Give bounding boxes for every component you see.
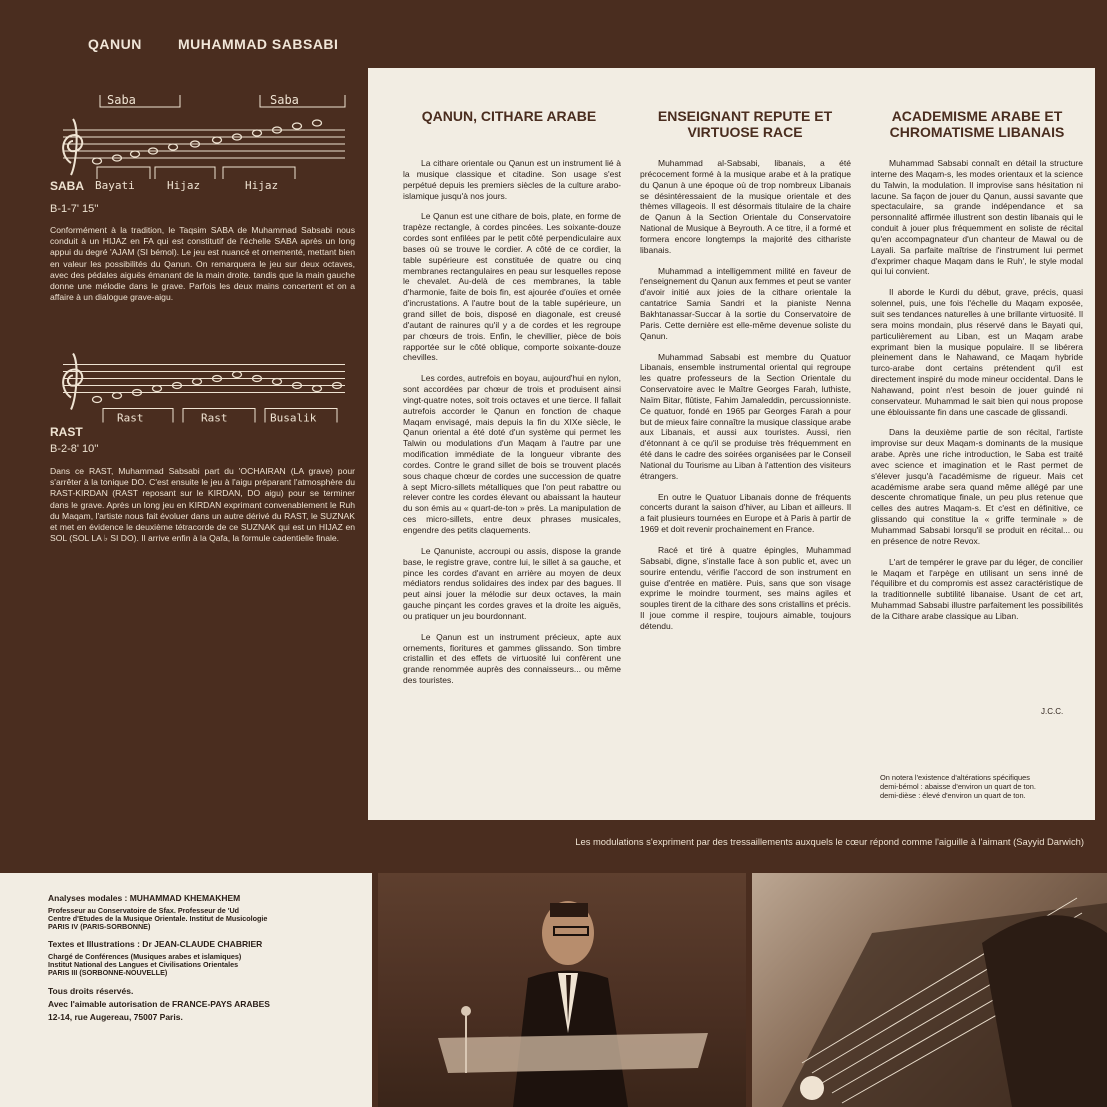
credit-authorisation: Avec l'aimable autorisation de FRANCE-PAYS ARABES xyxy=(48,999,270,1009)
saba-heading: SABA xyxy=(50,179,85,193)
rast-scale-staff xyxy=(55,330,355,440)
note-line: demi-bémol : abaisse d'environ un quart de ton. xyxy=(880,782,1036,791)
rast-duration: B-2-8' 10'' xyxy=(50,443,99,455)
rast-description: Dans ce RAST, Muhammad Sabsabi part du 'OCHAIRAN (LA grave) pour s'arrêter à la tonique DO. C'est ensuite le jeu à l'aigu préparant l'atmosphère du RAST-KIRDAN (RAST reposant sur le KIRDAN, DO aigu) pour se terminer dans le grave. Après un long jeu en KIRDAN exprimant convenablement le Ruh du Maqam, l'artiste nous fait évoluer dans un autre dérivé du RAST, le SUZNAK et met en évidence le deuxième tétracorde de ce SUZNAK qui est un HIJAZ en SOL (SOL LA ♭ SI DO). Il arrive enfin à la Qafa, la formule cadentielle finale. xyxy=(50,466,355,544)
header-band xyxy=(0,0,1107,68)
credit-line: Professeur au Conservatoire de Sfax. Professeur de 'Ud xyxy=(48,906,240,915)
credit-address: 12-14, rue Augereau, 75007 Paris. xyxy=(48,1012,183,1022)
saba-description: Conformément à la tradition, le Taqsim SABA de Muhammad Sabsabi nous conduit à un HIJAZ en FA qui est constitutif de l'échelle SABA après un long appui du degré 'AJAM (SI bémol). Le jeu est nuancé et ornementé, mettant bien en valeur les possibilités du Qanun. On remarquera le jeu sur deux octaves, avec des pédales aiguës émanant de la main droite. tandis que la main gauche donne une mélodie dans le grave. Parfois les deux mains concertent et on a affaire à un dialogue grave-aigu. xyxy=(50,225,355,303)
note-line: On notera l'existence d'altérations spécifiques xyxy=(880,773,1030,782)
staff1-top-label-1: Saba xyxy=(107,93,136,107)
col3-paragraph: Il aborde le Kurdi du début, grave, précis, quasi solennel, puis, une fois l'échelle du Maqam exposée, suit ses tendances naturelles à une brillante virtuosité. Il sera moins mondain, plus réservé dans le Bayati qui, particulièrement au Liban, est un Maqam arabe exprimant bien la musique populaire. Il se libérera pleinement dans le Nahawand, ce Maqam hybride turco-arabe dont certains prétendent qu'il est directement inspiré du mode mineur occidental. Dans le Nahawand, point n'est besoin de jouer guindé ni conservateur. Muhammad le sait bien qui nous propose une éblouissante fin dans une cascade de glissandi. xyxy=(871,287,1083,417)
staff2-bottom-label-3: Busalik xyxy=(270,411,317,425)
accidentals-note xyxy=(880,773,1036,800)
left-column xyxy=(0,68,368,820)
header-title-instrument: QANUN xyxy=(88,36,142,52)
note-line: demi-dièse : élevé d'environ un quart de ton. xyxy=(880,791,1026,800)
staff2-bottom-label-2: Rast xyxy=(201,411,228,425)
col3-body xyxy=(871,158,1083,632)
col1-paragraph: Le Qanun est une cithare de bois, plate, en forme de trapèze rectangle, à cordes pincées. Les soixante-douze cordes sont enfilées par le petit côté perpendiculaire aux bases où se trouve le cordier. A côté de ce cordier, la table supérieure est constituée de quatre ou cinq membranes rectangulaires en peau sur lesquelles repose le chevalet. Au-delà de ces membranes, la table d'harmonie, faite de bois fin, est ajourée d'ouïes et ornée d'incrustations. A l'autre bout de la table supérieure, un grand sillet de bois, disposé en diagonale, est creusé d'autant de rainures qu'il y a de cordes et les regroupe par chœurs de trois. Enfin, le chevillier, pièce de bois rapportée sur le côté oblique, comporte soixante-douze chevilles. xyxy=(403,211,621,363)
col2-paragraph: En outre le Quatuor Libanais donne de fréquents concerts durant la saison d'hiver, au Liban et ailleurs. Il a fait plusieurs tournées en Europe et à Paris à partir de 1969 et doit revenir prochainement en France. xyxy=(640,491,851,535)
col2-body xyxy=(640,158,851,642)
credits-box xyxy=(0,873,372,1107)
credit-line: Chargé de Conférences (Musiques arabes et islamiques) xyxy=(48,952,242,961)
staff1-top-label-2: Saba xyxy=(270,93,299,107)
col1-paragraph: Les cordes, autrefois en boyau, aujourd'hui en nylon, sont accordées par chœur de trois et produisent ainsi vingt-quatre notes, soit trois octaves et une tierce. Il fallait autrefois accorder le Qanun en fonction de chaque Maqam envisagé, mais depuis la fin du XIXe siècle, le Qanun oriental a été doté d'un système qui permet les Talwin ou modulations d'un Maqam à l'autre par une modification immédiate de la longueur vibrante des cordes. Contre le grand sillet de bois se trouvent placés sous chaque chœur de cordes une succession de quatre à sept Micro-sillets métalliques que l'on peut rabattre ou relever contre les cordes élevant ou abaissant la hauteur du son émis au « quart-de-ton » près. La manipulation de ces micro-sillets, entre deux phrases musicales, engendre des petits claquements. xyxy=(403,373,621,535)
credit-line: Centre d'Etudes de la Musique Orientale. Institut de Musicologie xyxy=(48,914,268,923)
saba-scale-staff xyxy=(55,85,355,195)
col1-paragraph: Le Qanuniste, accroupi ou assis, dispose la grande base, le registre grave, contre lui, le sillet à sa gauche, et pince les cordes d'avant en arrière au moyen de deux médiators rendus solidaires des index par des bagues. Il peut ainsi jouer la mélodie sur deux octaves, la main gauche pinçant les cordes graves et la droite les aiguës, ou pratiquer un jeu bourdonnant. xyxy=(403,545,621,621)
quote-line: Les modulations s'expriment par des tressaillements auxquels le cœur répond comme l'aiguille à l'aimant (Sayyid Darwich) xyxy=(575,836,1084,847)
col1-body xyxy=(403,158,621,696)
col2-paragraph: Muhammad al-Sabsabi, libanais, a été précocement formé à la musique arabe et à la pratique du Qanun à une époque où de trop nombreux Libanais se désintéressaient de la musique orientale et des thèmes villageois. Il est désormais titulaire de la chaire de Qanun à la Section Orientale du Conservatoire National de Musique à Beyrouth. A ce titre, il a formé et formera encore longtemps la majorité des cithariste libanais. xyxy=(640,158,851,255)
col2-paragraph: Muhammad a intelligemment milité en faveur de l'enseignement du Qanun aux femmes et peut se vanter d'avoir initié aux joies de la cithare orientale la cantatrice Samia Sandri et la pianiste Nenna Bakhtanassar-Succar à la sortie du Conservatoire de Paris. Cette dernière est elle-même devenue soliste du Qanun. xyxy=(640,265,851,341)
col2-heading: ENSEIGNANT REPUTE ET VIRTUOSE RACE xyxy=(657,108,833,140)
col3-paragraph: Dans la deuxième partie de son récital, l'artiste improvise sur deux Maqam-s dominants de la musique arabe. Après une riche introduction, le Saba est traité avec science et imagination et le Rast permet de s'élever jusqu'à l'académisme de rigueur. Mais cet académisme arabe sera quand même allégé par une descente chromatique finale, un peu plus retenue que celles des autres Maqam-s. Et c'est en définitive, ce glissando qui constitue la « griffe terminale » de Muhammad Sabsabi lorsqu'il se produit en récital... ou en présence de notre Revox. xyxy=(871,427,1083,546)
staff2-bottom-label-1: Rast xyxy=(117,411,144,425)
col3-heading: ACADEMISME ARABE ET CHROMATISME LIBANAIS xyxy=(889,108,1065,140)
staff1-bottom-label-1: Bayati xyxy=(95,179,135,192)
credit-line: PARIS IV (PARIS-SORBONNE) xyxy=(48,922,151,931)
author-signature: J.C.C. xyxy=(1041,707,1064,716)
photo-qanun-closeup xyxy=(752,873,1107,1107)
staff1-bottom-label-2: Hijaz xyxy=(167,179,201,192)
credit-rights: Tous droits réservés. xyxy=(48,986,134,996)
col1-paragraph: Le Qanun est un instrument précieux, apte aux ornements, fioritures et gammes glissando. Son timbre cristallin et des effets de virtuosité lui confèrent une grande renommée auprès des connaisseurs... ou même des touristes. xyxy=(403,631,621,686)
col2-paragraph: Racé et tiré à quatre épingles, Muhammad Sabsabi, digne, s'installe face à son public et, avec un sourire entendu, vérifie l'accord de son instrument en guise d'entrée en matière. Puis, sans que son visage exprime le moindre tourment, ses mains agiles et souples tirent de la cithare des sons cristallins et précis. Il joue comme il respire, toujours aimable, toujours détendu. xyxy=(640,545,851,631)
col3-paragraph: Muhammad Sabsabi connaît en détail la structure interne des Maqam-s, les modes orientaux et la science du Talwin, la modulation. Il improvise sans hésitation ni lacune. Sa façon de jouer du Qanun, aussi savante que spectaculaire, sa grande indépendance et sa personnalité affirmée illustrent son destin libanais qui le conduit à jouer plus fréquemment en soliste de récital qu'en accompagnateur d'un chanteur de Mawal ou de Layali. Sa parfaite maîtrise de l'instrument lui permet d'exprimer chaque Maqam dans le Ruh', le style modal qui lui convient. xyxy=(871,158,1083,277)
credit-line: Institut National des Langues et Civilisations Orientales xyxy=(48,960,239,969)
credit-analyses: Analyses modales : MUHAMMAD KHEMAKHEM xyxy=(48,893,241,903)
photo-musician-playing xyxy=(378,873,746,1107)
staff1-bottom-label-3: Hijaz xyxy=(245,179,279,192)
col3-paragraph: L'art de tempérer le grave par du léger, de concilier le Maqam et l'arpège en utilisant un sens inné de l'équilibre et du compromis est assez caractéristique de la traditionnelle subtilité libanaise. Usant de cet art, Muhammad Sabsabi illustre parfaitement les possibilités de la Cithare arabe classique au Liban. xyxy=(871,556,1083,621)
col1-heading: QANUN, CITHARE ARABE xyxy=(421,108,597,124)
saba-duration: B-1-7' 15'' xyxy=(50,203,99,215)
credit-line: PARIS III (SORBONNE-NOUVELLE) xyxy=(48,968,168,977)
col2-paragraph: Muhammad Sabsabi est membre du Quatuor Libanais, ensemble instrumental oriental qui regroupe les quatre professeurs de la Section Orientale du Conservatoire avec le Maître Georges Farah, luthiste, Naïm Bitar, flûtiste, Fahim Jamaleddin, percussionniste. Ce quatuor, fondé en 1965 par Georges Farah a pour but de mieux faire connaître la musique classique arabe aux Libanais, et aussi aux touristes. Aussi, rien d'étonnant à ce qu'il se produise très fréquemment en été dans le cadre des soirées organisées par le Conseil National du Tourisme au Liban à l'attention des visiteurs étrangers. xyxy=(640,351,851,481)
rast-heading: RAST xyxy=(50,425,83,439)
credit-texts: Textes et Illustrations : Dr JEAN-CLAUDE CHABRIER xyxy=(48,939,263,949)
col1-paragraph: La cithare orientale ou Qanun est un instrument lié à la musique classique et citadine. Son usage s'est perpétué depuis les premiers siècles de la culture arabo-islamique jusqu'à nos jours. xyxy=(403,158,621,201)
header-title-artist: MUHAMMAD SABSABI xyxy=(178,36,339,52)
